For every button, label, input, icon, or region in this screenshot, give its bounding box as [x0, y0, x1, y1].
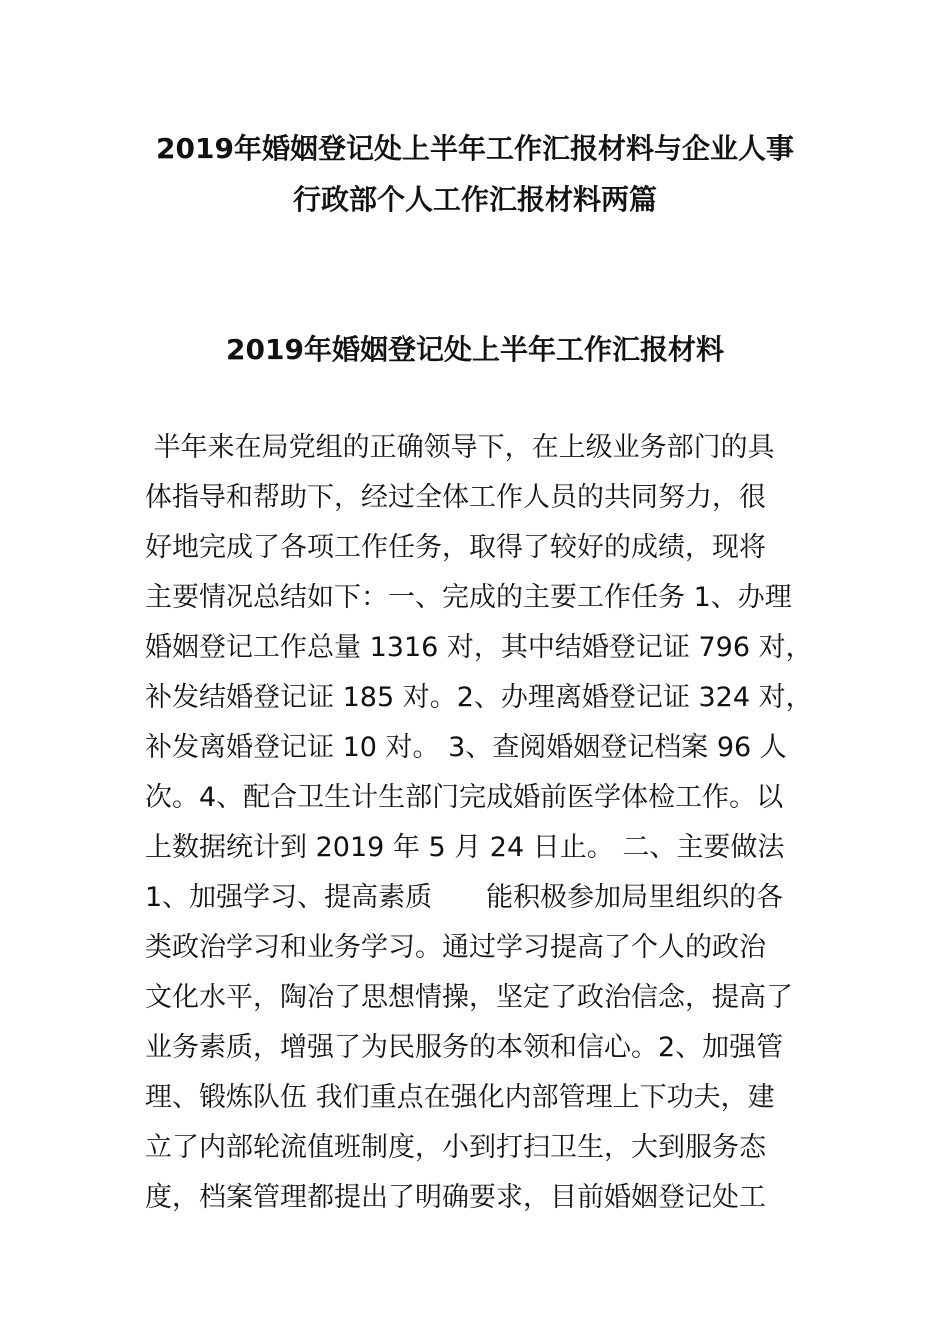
body-line: 理、锻炼队伍 我们重点在强化内部管理上下功夫，建 [145, 1082, 775, 1113]
body-line: 文化水平，陶冶了思想情操，坚定了政治信念，提高了 [145, 982, 793, 1013]
body-line: 度，档案管理都提出了明确要求，目前婚姻登记处工 [145, 1182, 766, 1213]
body-line: 体指导和帮助下，经过全体工作人员的共同努力，很 [145, 482, 766, 513]
body-line: 上数据统计到 2019 年 5 月 24 日止。 二、主要做法 [145, 832, 785, 863]
body-line: 业务素质，增强了为民服务的本领和信心。2、加强管 [145, 1032, 784, 1063]
body-line: 类政治学习和业务学习。通过学习提高了个人的政治 [145, 932, 766, 963]
document-title-line-1: 2019年婚姻登记处上半年工作汇报材料与企业人事 [156, 132, 794, 165]
body-line: 立了内部轮流值班制度，小到打扫卫生，大到服务态 [145, 1132, 766, 1163]
body-line: 补发结婚登记证 185 对。2、办理离婚登记证 324 对， [145, 682, 813, 713]
section-title: 2019年婚姻登记处上半年工作汇报材料 [226, 333, 724, 366]
body-line: 好地完成了各项工作任务，取得了较好的成绩，现将 [145, 532, 766, 563]
body-line: 补发离婚登记证 10 对。 3、查阅婚姻登记档案 96 人 [145, 732, 787, 763]
body-line: 1、加强学习、提高素质 能积极参加局里组织的各 [145, 882, 784, 913]
body-line: 婚姻登记工作总量 1316 对，其中结婚登记证 796 对， [145, 632, 813, 663]
body-line: 次。4、配合卫生计生部门完成婚前医学体检工作。以 [145, 782, 784, 813]
body-line: 半年来在局党组的正确领导下，在上级业务部门的具 [145, 432, 775, 463]
document-title-line-2: 行政部个人工作汇报材料两篇 [292, 183, 657, 216]
body-line: 主要情况总结如下：一、完成的主要工作任务 1、办理 [145, 582, 792, 613]
